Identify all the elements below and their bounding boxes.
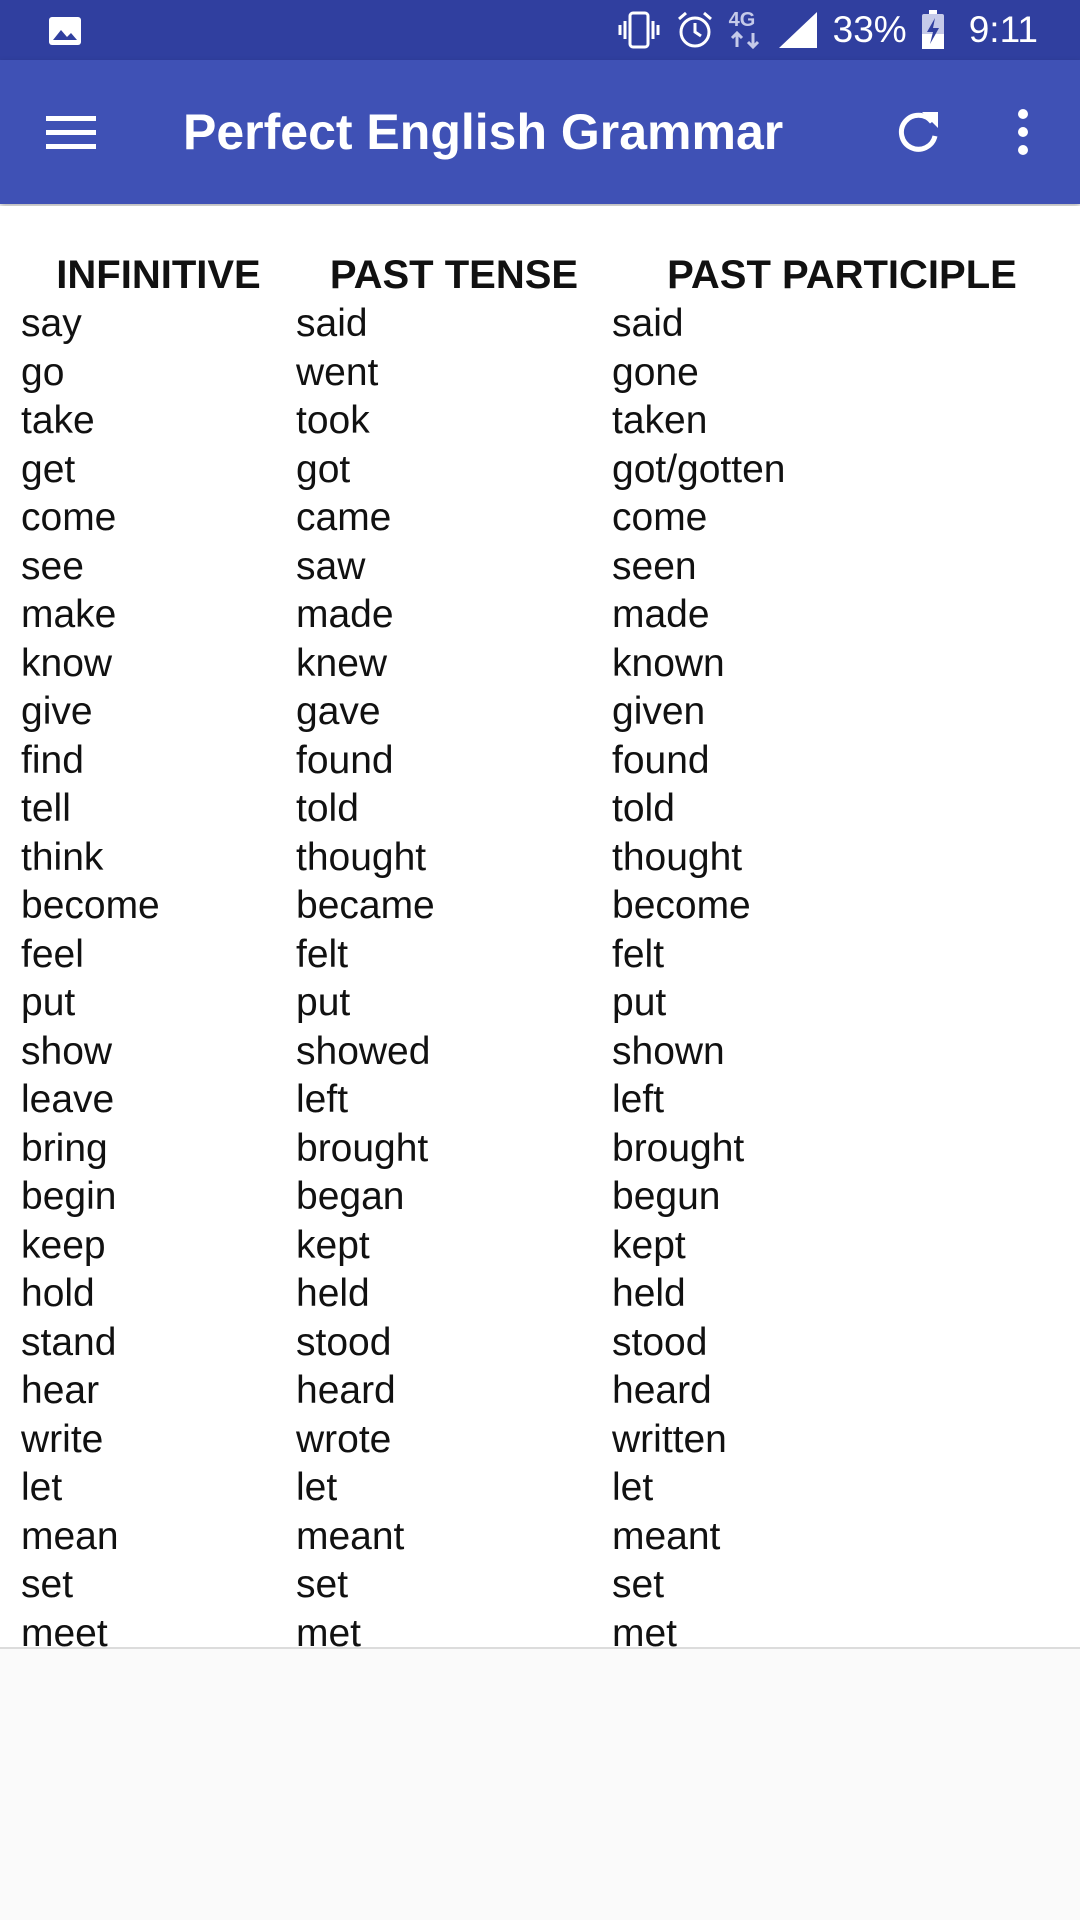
irregular-verbs-table (21, 250, 1072, 1658)
infinitive-cell: meet (21, 1611, 108, 1655)
status-icons (617, 0, 1038, 60)
infinitive-cell: hold (21, 1272, 95, 1316)
app-toolbar (0, 60, 1080, 204)
past-participle-cell: said (612, 302, 684, 346)
past-participle-cell: written (612, 1417, 727, 1461)
past-tense-cell: got (296, 447, 351, 491)
past-tense-cell: made (296, 593, 394, 637)
header-past-participle: PAST PARTICIPLE (667, 252, 1017, 297)
infinitive-cell: write (21, 1417, 104, 1461)
past-tense-cell: went (296, 350, 379, 394)
table-row (21, 1367, 1072, 1416)
table-row (21, 446, 1072, 495)
past-participle-cell: set (612, 1563, 665, 1607)
table-row (21, 1513, 1072, 1562)
table-row (21, 1125, 1072, 1174)
battery-charging-icon (921, 10, 945, 50)
past-participle-cell: known (612, 641, 725, 685)
app-title: Perfect English Grammar (183, 104, 784, 160)
past-tense-cell: came (296, 496, 392, 540)
infinitive-cell: find (21, 738, 84, 782)
infinitive-cell: keep (21, 1223, 106, 1267)
infinitive-cell: stand (21, 1320, 117, 1364)
past-tense-cell: set (296, 1563, 349, 1607)
signal-icon (777, 10, 819, 50)
past-tense-cell: said (296, 302, 368, 346)
infinitive-cell: hear (21, 1369, 100, 1413)
table-body (21, 300, 1072, 1658)
infinitive-cell: give (21, 690, 93, 734)
clock: 9:11 (968, 9, 1038, 50)
infinitive-cell: make (21, 593, 117, 637)
table-row (21, 1610, 1072, 1659)
more-vert-icon[interactable] (1006, 106, 1040, 158)
past-participle-cell: told (612, 787, 675, 831)
past-tense-cell: met (296, 1611, 362, 1655)
table-row (21, 1319, 1072, 1368)
infinitive-cell: become (21, 884, 160, 928)
past-tense-cell: took (296, 399, 370, 443)
table-row (21, 882, 1072, 931)
table-row (21, 1561, 1072, 1610)
past-participle-cell: begun (612, 1175, 721, 1219)
past-tense-cell: stood (296, 1320, 392, 1364)
past-tense-cell: meant (296, 1514, 405, 1558)
past-participle-cell: felt (612, 932, 665, 976)
alarm-icon (675, 10, 715, 50)
table-row (21, 543, 1072, 592)
table-row (21, 1028, 1072, 1077)
vibrate-icon (617, 11, 661, 49)
table-row (21, 1270, 1072, 1319)
past-tense-cell: put (296, 981, 351, 1025)
table-row (21, 397, 1072, 446)
past-tense-cell: knew (296, 641, 388, 685)
table-row (21, 737, 1072, 786)
past-participle-cell: heard (612, 1369, 712, 1413)
past-participle-cell: left (612, 1078, 665, 1122)
past-tense-cell: felt (296, 932, 349, 976)
past-tense-cell: wrote (296, 1417, 392, 1461)
past-tense-cell: saw (296, 544, 366, 588)
table-row (21, 591, 1072, 640)
past-tense-cell: told (296, 787, 359, 831)
infinitive-cell: set (21, 1563, 74, 1607)
past-tense-cell: kept (296, 1223, 370, 1267)
past-tense-cell: gave (296, 690, 381, 734)
past-participle-cell: seen (612, 544, 697, 588)
past-tense-cell: became (296, 884, 435, 928)
header-past-tense: PAST TENSE (329, 252, 579, 297)
past-tense-cell: thought (296, 835, 427, 879)
infinitive-cell: say (21, 302, 82, 346)
table-row (21, 349, 1072, 398)
past-participle-cell: given (612, 690, 706, 734)
table-row (21, 1464, 1072, 1513)
past-tense-cell: left (296, 1078, 349, 1122)
status-bar (0, 0, 1080, 60)
past-tense-cell: found (296, 738, 394, 782)
infinitive-cell: think (21, 835, 104, 879)
past-participle-cell: held (612, 1272, 686, 1316)
past-participle-cell: taken (612, 399, 708, 443)
past-participle-cell: gone (612, 350, 699, 394)
past-tense-cell: showed (296, 1029, 431, 1073)
past-participle-cell: made (612, 593, 710, 637)
past-participle-cell: brought (612, 1126, 745, 1170)
past-tense-cell: brought (296, 1126, 429, 1170)
past-participle-cell: meant (612, 1514, 721, 1558)
infinitive-cell: feel (21, 932, 84, 976)
refresh-icon[interactable] (894, 108, 942, 156)
table-row (21, 300, 1072, 349)
table-row (21, 688, 1072, 737)
past-participle-cell: put (612, 981, 667, 1025)
infinitive-cell: see (21, 544, 84, 588)
past-participle-cell: let (612, 1466, 654, 1510)
past-participle-cell: kept (612, 1223, 686, 1267)
table-row (21, 1222, 1072, 1271)
past-participle-cell: found (612, 738, 710, 782)
past-participle-cell: come (612, 496, 708, 540)
past-tense-cell: began (296, 1175, 405, 1219)
past-participle-cell: got/gotten (612, 447, 786, 491)
infinitive-cell: show (21, 1029, 113, 1073)
table-row (21, 979, 1072, 1028)
past-tense-cell: heard (296, 1369, 396, 1413)
infinitive-cell: begin (21, 1175, 117, 1219)
battery-percent: 33% (832, 9, 907, 50)
table-row (21, 1416, 1072, 1465)
infinitive-cell: go (21, 350, 65, 394)
infinitive-cell: bring (21, 1126, 108, 1170)
infinitive-cell: let (21, 1466, 63, 1510)
past-participle-cell: become (612, 884, 751, 928)
table-row (21, 640, 1072, 689)
infinitive-cell: tell (21, 787, 71, 831)
past-participle-cell: shown (612, 1029, 725, 1073)
past-participle-cell: thought (612, 835, 743, 879)
infinitive-cell: mean (21, 1514, 119, 1558)
past-tense-cell: let (296, 1466, 338, 1510)
past-participle-cell: stood (612, 1320, 708, 1364)
past-participle-cell: met (612, 1611, 678, 1655)
table-row (21, 785, 1072, 834)
table-header-row (21, 250, 1072, 300)
gallery-icon (48, 16, 82, 46)
infinitive-cell: get (21, 447, 76, 491)
table-row (21, 931, 1072, 980)
table-row (21, 834, 1072, 883)
infinitive-cell: take (21, 399, 95, 443)
table-row (21, 1076, 1072, 1125)
infinitive-cell: put (21, 981, 76, 1025)
infinitive-cell: know (21, 641, 113, 685)
infinitive-cell: leave (21, 1078, 115, 1122)
past-tense-cell: held (296, 1272, 370, 1316)
table-row (21, 1173, 1072, 1222)
network-4g-icon: 4G (729, 9, 763, 51)
menu-icon[interactable] (46, 112, 96, 152)
content-area (0, 206, 1080, 1655)
header-infinitive: INFINITIVE (56, 252, 261, 297)
table-row (21, 494, 1072, 543)
infinitive-cell: come (21, 496, 117, 540)
